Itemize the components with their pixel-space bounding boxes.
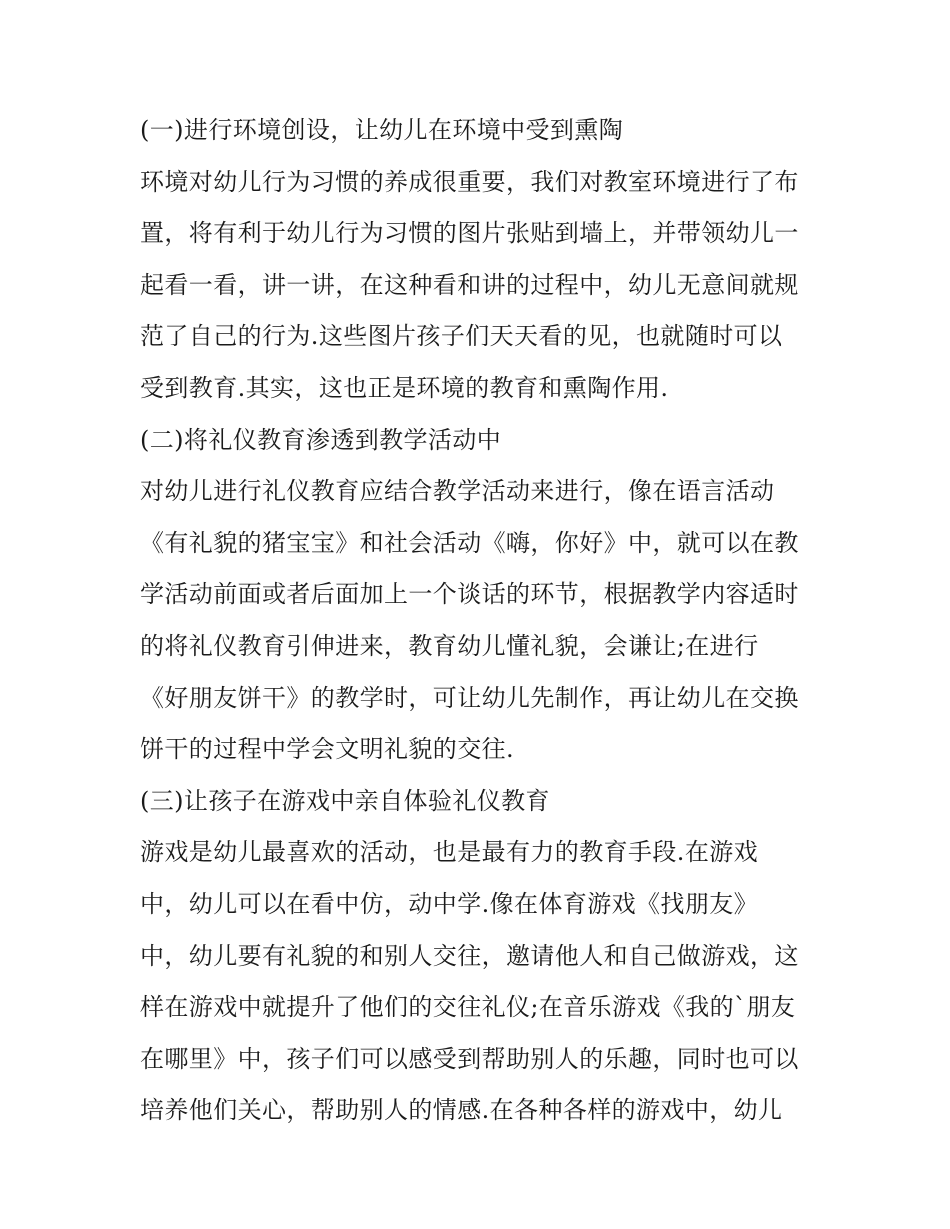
paragraph-line: 《有礼貌的猪宝宝》和社会活动《嗨，你好》中，就可以在教 xyxy=(140,528,799,557)
paragraph-line: 对幼儿进行礼仪教育应结合教学活动来进行，像在语言活动 xyxy=(140,477,775,506)
paragraph-line: 样在游戏中就提升了他们的交往礼仪;在音乐游戏《我的`朋友 xyxy=(140,993,796,1022)
section-heading-2: (二)将礼仪教育渗透到教学活动中 xyxy=(140,425,502,454)
paragraph-line: 环境对幼儿行为习惯的养成很重要，我们对教室环境进行了布 xyxy=(140,167,799,196)
paragraph-line: 游戏是幼儿最喜欢的活动，也是最有力的教育手段.在游戏 xyxy=(140,838,759,867)
paragraph-line: 范了自己的行为.这些图片孩子们天天看的见，也就随时可以 xyxy=(140,322,783,351)
paragraph-line: 在哪里》中，孩子们可以感受到帮助别人的乐趣，同时也可以 xyxy=(140,1044,799,1073)
paragraph-line: 学活动前面或者后面加上一个谈话的环节，根据教学内容适时 xyxy=(140,580,799,609)
paragraph-line: 的将礼仪教育引伸进来，教育幼儿懂礼貌，会谦让;在进行 xyxy=(140,631,759,660)
paragraph-line: 起看一看，讲一讲，在这种看和讲的过程中，幼儿无意间就规 xyxy=(140,270,799,299)
paragraph-line: 培养他们关心，帮助别人的情感.在各种各样的游戏中，幼儿 xyxy=(140,1096,783,1125)
section-heading-3: (三)让孩子在游戏中亲自体验礼仪教育 xyxy=(140,786,550,815)
paragraph-line: 中，幼儿要有礼貌的和别人交往，邀请他人和自己做游戏，这 xyxy=(140,941,799,970)
paragraph-line: 受到教育.其实，这也正是环境的教育和熏陶作用. xyxy=(140,373,669,402)
section-heading-1: (一)进行环境创设，让幼儿在环境中受到熏陶 xyxy=(140,116,624,144)
paragraph-line: 置，将有利于幼儿行为习惯的图片张贴到墙上，并带领幼儿一 xyxy=(140,219,799,248)
body-text xyxy=(140,105,820,1137)
paragraph-line: 《好朋友饼干》的教学时，可让幼儿先制作，再让幼儿在交换 xyxy=(140,683,799,712)
paragraph-line: 饼干的过程中学会文明礼貌的交往. xyxy=(140,735,515,764)
paragraph-line: 中，幼儿可以在看中仿，动中学.像在体育游戏《找朋友》 xyxy=(140,889,759,918)
